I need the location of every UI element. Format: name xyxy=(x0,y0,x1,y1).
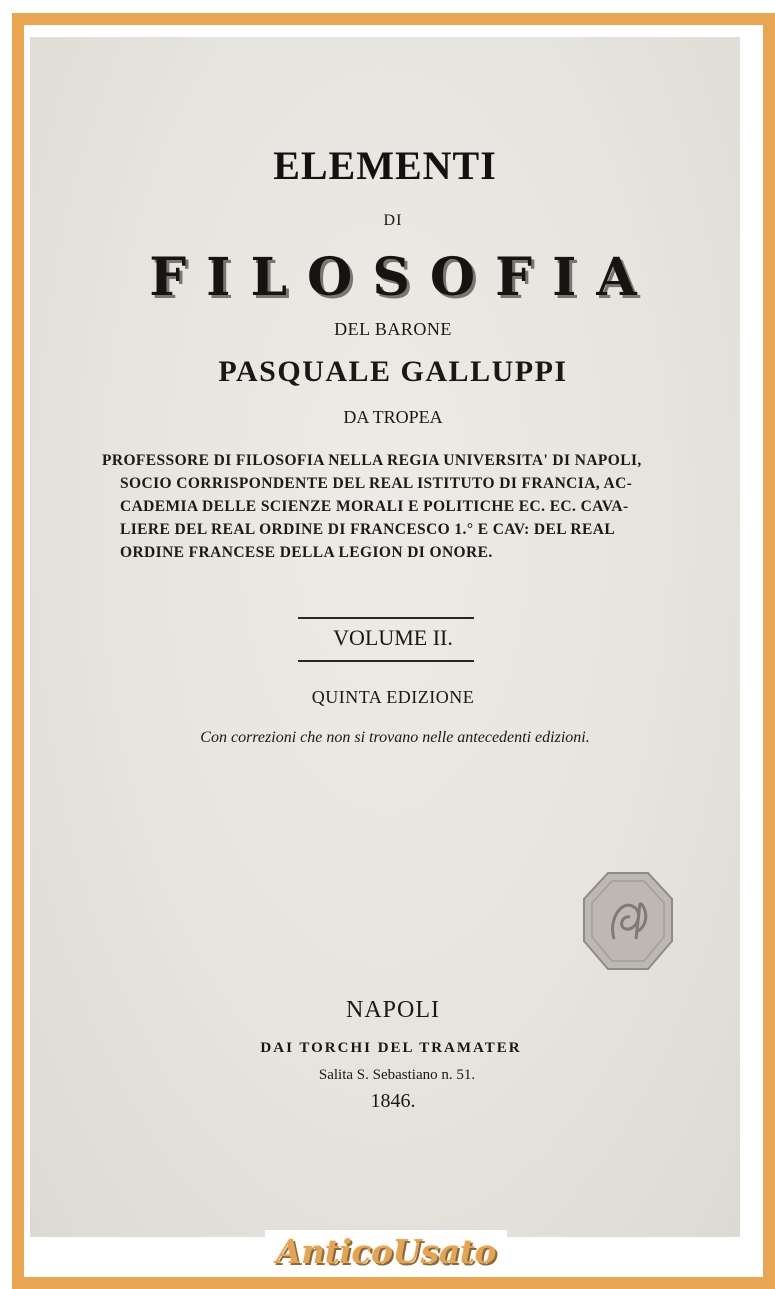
book-title-elementi: ELEMENTI xyxy=(273,143,497,188)
credentials-line: ORDINE FRANCESE DELLA LEGION DI ONORE. xyxy=(120,544,493,561)
title-connector: DI xyxy=(383,212,403,229)
book-title-filosofia: FILOSOFIA xyxy=(149,247,657,308)
author-name: PASQUALE GALLUPPI xyxy=(218,355,568,388)
edition-label: QUINTA EDIZIONE xyxy=(311,687,475,707)
author-origin: DA TROPEA xyxy=(343,407,443,427)
printer-name: DAI TORCHI DEL TRAMATER xyxy=(260,1040,522,1056)
credentials-line: PROFESSORE DI FILOSOFIA NELLA REGIA UNIVERSITA' DI NAPOLI, xyxy=(102,452,642,469)
edition-note: Con correzioni che non si trovano nelle antecedenti edizioni. xyxy=(200,729,590,746)
publication-city: NAPOLI xyxy=(346,997,440,1023)
author-credentials xyxy=(102,449,682,564)
credentials-line: CADEMIA DELLE SCIENZE MORALI E POLITICHE EC. EC. CAVA- xyxy=(120,498,629,515)
credentials-line: LIERE DEL REAL ORDINE DI FRANCESCO 1.° E CAV: DEL REAL xyxy=(120,521,616,538)
library-stamp-icon xyxy=(578,869,676,973)
watermark-text: AnticoUsato xyxy=(276,1232,496,1271)
rule-above-volume xyxy=(298,617,474,619)
volume-label: VOLUME II. xyxy=(333,625,453,650)
author-prefix: DEL BARONE xyxy=(334,319,452,339)
credentials-line: SOCIO CORRISPONDENTE DEL REAL ISTITUTO DI FRANCIA, AC- xyxy=(120,475,633,492)
printer-address: Salita S. Sebastiano n. 51. xyxy=(318,1067,476,1083)
publication-year: 1846. xyxy=(370,1090,416,1112)
rule-below-volume xyxy=(298,660,474,662)
title-page xyxy=(30,37,740,1237)
anticousato-watermark-logo xyxy=(265,1230,507,1276)
